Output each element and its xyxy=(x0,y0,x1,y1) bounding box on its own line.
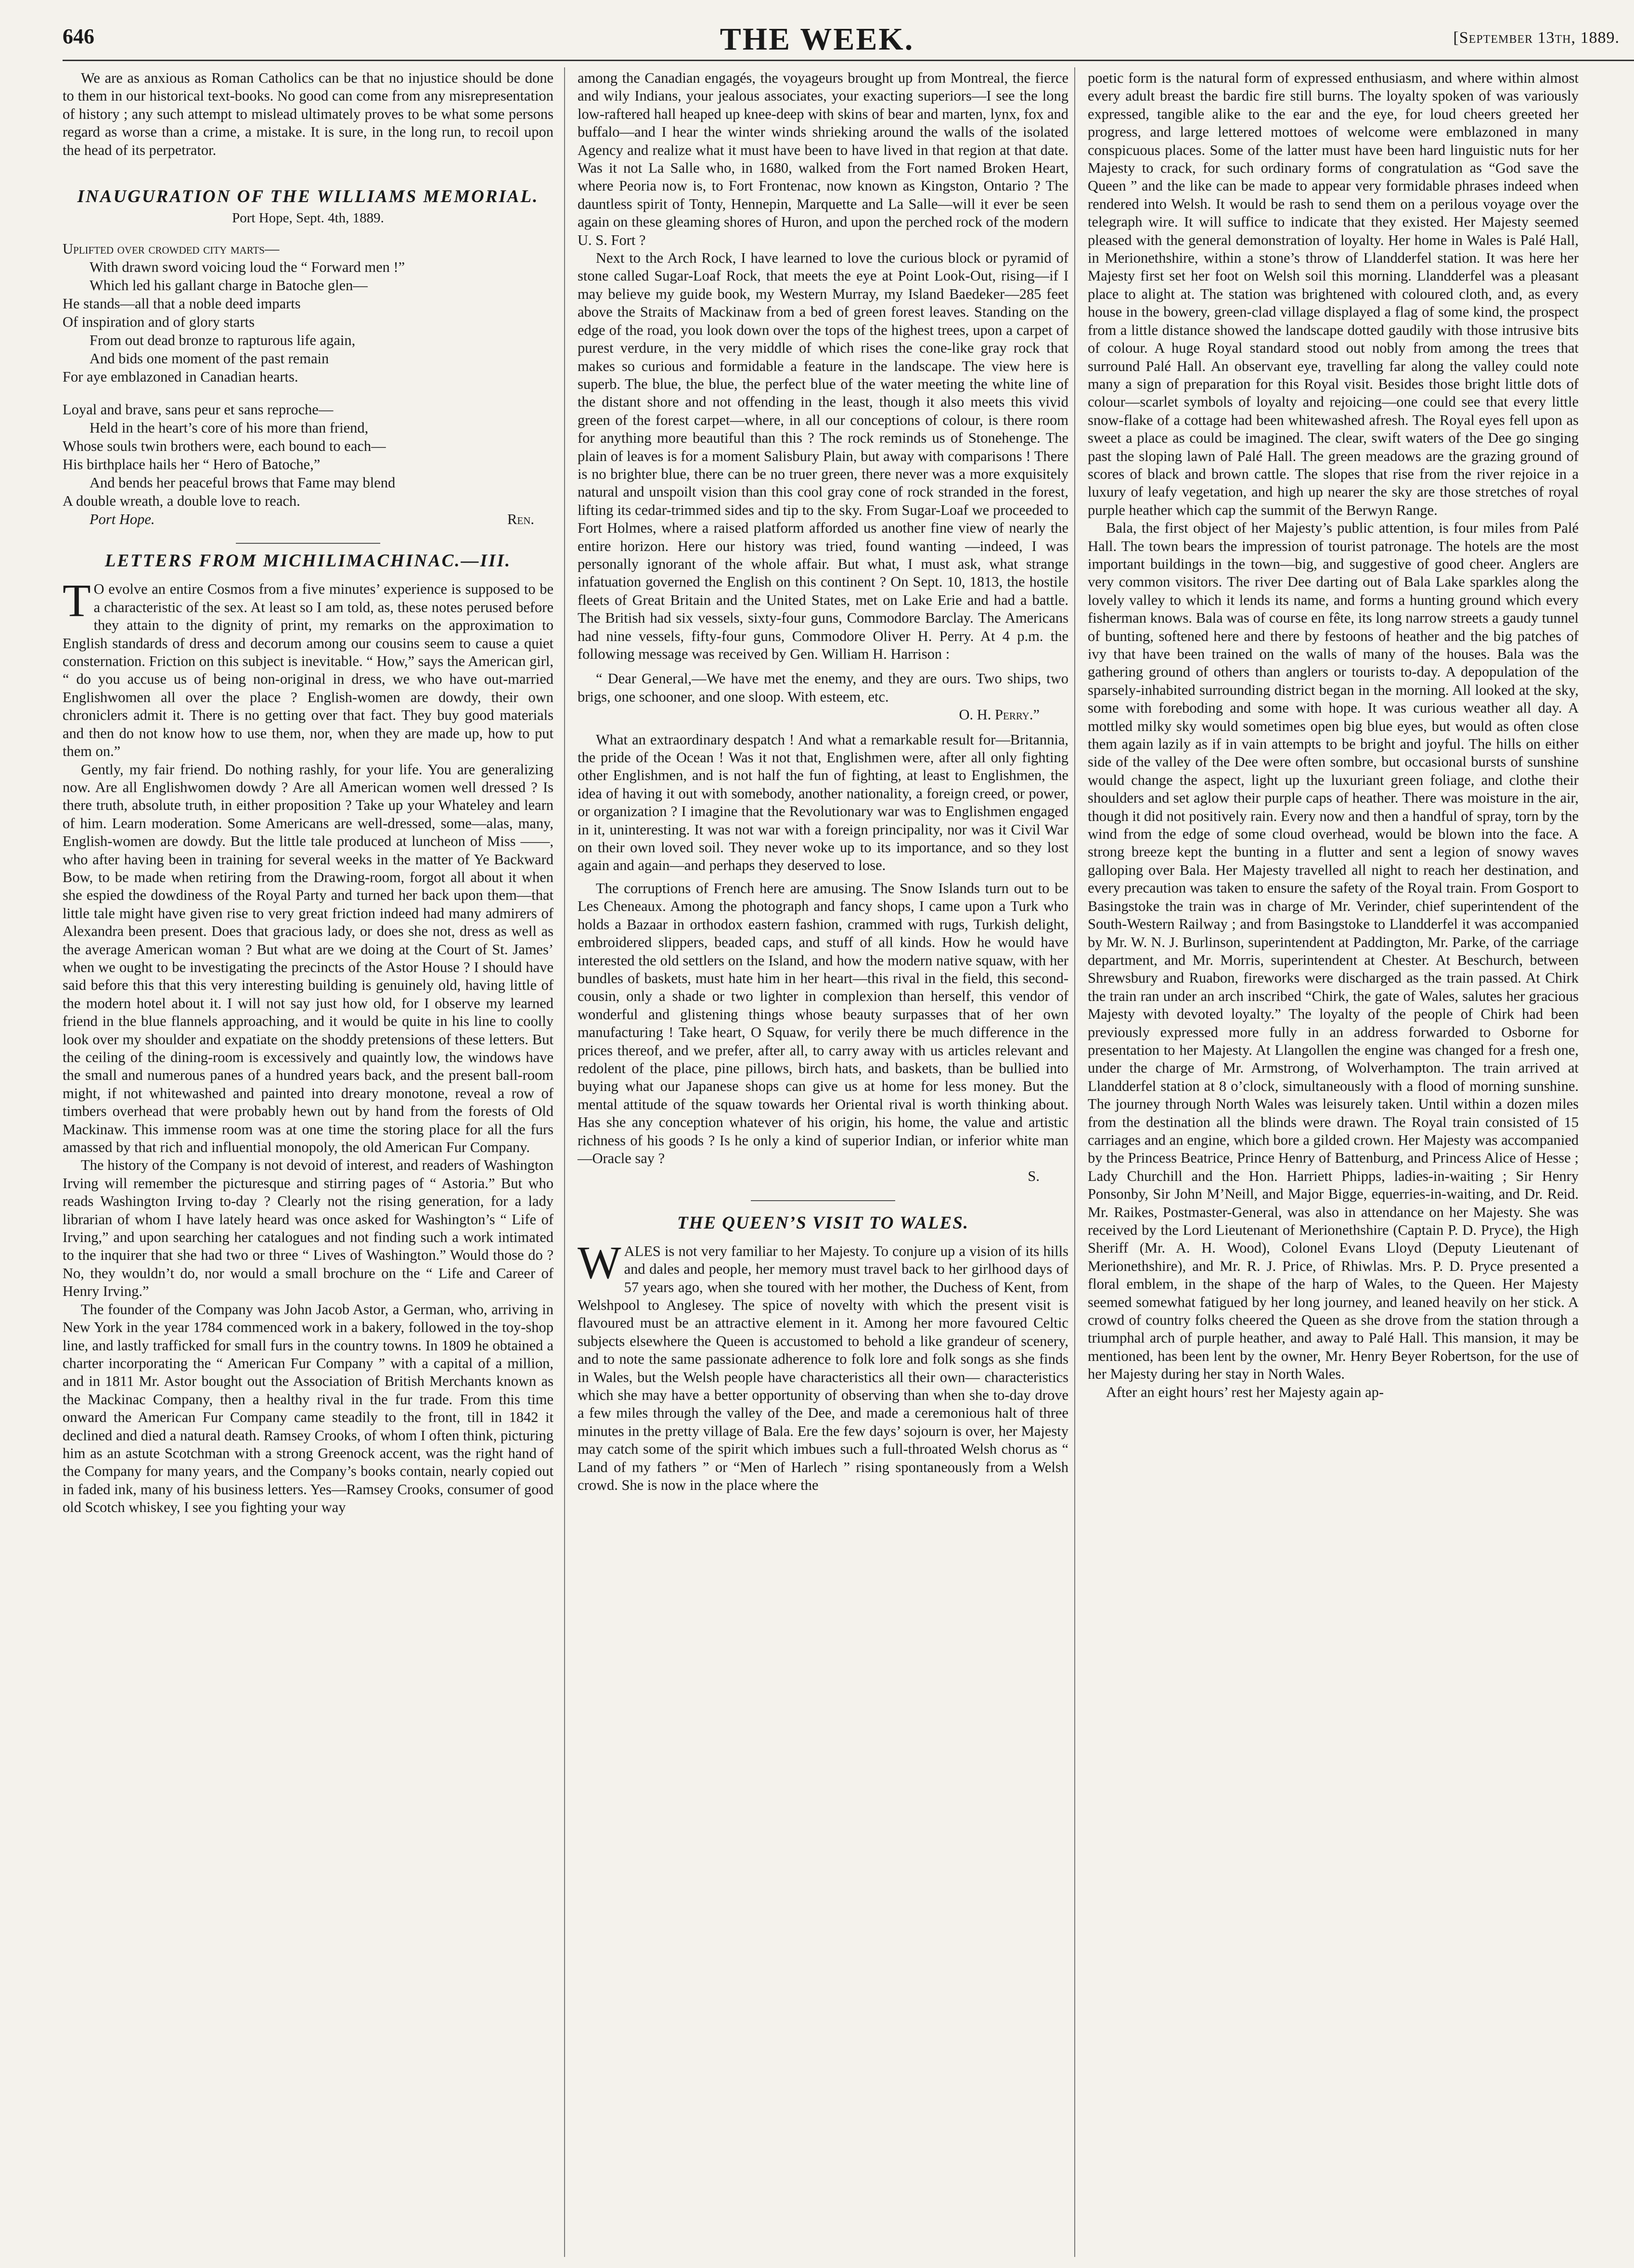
drop-cap: W xyxy=(578,1236,621,1288)
letter-text: “ Dear General,—We have met the enemy, and they are ours. Two ships, two brigs, one schooner, and one sloop. With esteem, etc. xyxy=(578,670,1068,705)
poem-line: Whose souls twin brothers were, each bound to each— xyxy=(63,438,386,455)
header-rule xyxy=(63,60,1634,61)
article-title: LETTERS FROM MICHILIMACHINAC.—III. xyxy=(104,551,512,571)
page-header xyxy=(0,21,1634,60)
poem-title: INAUGURATION OF THE WILLIAMS MEMORIAL. xyxy=(77,187,539,207)
column-3 xyxy=(1088,63,1579,1401)
poem-line: Which led his gallant charge in Batoche glen— xyxy=(90,277,368,294)
poem-line: With drawn sword voicing loud the “ Forward men !” xyxy=(90,259,405,276)
masthead-title: THE WEEK. xyxy=(720,22,914,57)
poem-signature xyxy=(63,510,553,528)
issue-date: [September 13th, 1889. xyxy=(1453,29,1620,47)
article-signature: S. xyxy=(1028,1168,1040,1185)
poem-dateline: Port Hope, Sept. 4th, 1889. xyxy=(232,210,384,226)
article-paragraph: What an extraordinary despatch ! And what a remarkable result for—Britannia, the pride of the Ocean ! Was it not that, Englishmen were, after all only fighting other Englishmen, and is not half the fun of fighting, at least to Englishmen, the idea of having it out with somebody, another nationality, a foreign creed, or power, or organization ? I imagine that the Revolutionary war was to Englishmen engaged in it, uninteresting. It was not war with a foreign principality, nor was it Civil War on their own loved soil. They never woke up to its importance, and so they lost again and again—and perhaps they deserved to lose. xyxy=(578,731,1068,874)
poem-line: His birthplace hails her “ Hero of Batoche,” xyxy=(63,456,321,473)
poem-line: From out dead bronze to rapturous life again, xyxy=(90,332,356,349)
article-paragraph: Gently, my fair friend. Do nothing rashly, for your life. You are generalizing now. Are all Englishwomen dowdy ? Are all American women well dressed ? Is there truth, absolute truth, in either proposition ? Take up your Whateley and learn of him. Learn moderation. Some Americans are well-dressed, some—alas, many, English-women are dowdy. But the little tale produced at luncheon of Miss ——, who after having been in training for several weeks in the matter of Ye Backward Bow, to be made when retiring from the Drawing-room, forgot all about it when she espied the dowdiness of the Royal Party and turned her back upon them—that little tale might have given rise to very great friction indeed had many admirers of Alexandra been present. Does that gracious lady, or does she not, dress as well as the average American woman ? But what are we doing at the Court of St. James’ when we ought to be investigating the precincts of the Astor House ? I should have said before this that this very interesting building is genuinely old, having little of the modern hotel about it. I will not say just how old, for I observe my learned friend in the blue flannels approaching, and it would be quite in his line to coolly look over my shoulder and expatiate on the shoddy pretensions of these letters. But the ceiling of the dining-room is excessively and quaintly low, the windows have the small and numerous panes of a hundred years back, and the present ball-room might, if not whitewashed and painted into dreary monotone, reveal a row of timbers overhead that were probably hewn out by hand from the forests of Old Mackinaw. This immense room was at one time the storing place for all the furs amassed by that rich and influential monopoly, the old American Fur Company. xyxy=(63,761,553,1156)
article-paragraph: The history of the Company is not devoid of interest, and readers of Washington Irving will remember the picturesque and stirring pages of “ Astoria.” But who reads Washington Irving to-day ? Clearly not the rising generation, for a lady librarian of whom I have lately heard was once asked for Washington’s “ Life of Irving,” and upon searching her catalogues and not finding such a work intimated to the inquirer that she had two or three “ Lives of Washington.” Would those do ? No, they wouldn’t do, nor would a small brochure on the “ Life and Career of Henry Irving.” xyxy=(63,1157,553,1300)
drop-cap: T xyxy=(63,575,91,627)
quoted-letter xyxy=(578,670,1068,724)
article-paragraph: T O evolve an entire Cosmos from a five minutes’ experience is supposed to be a characteristic of the sex. At least so I am told, as, these notes perused before they attain to the dignity of print, my remarks on the approximation to English standards of dress and decorum among our cousins seem to cause a quiet consternation. Friction on this subject is inevitable. “ How,” says the American girl, “ do you accuse us of being non-original in dress, we who have out-married Englishwomen all over the place ? English-women are dowdy, their own chroniclers admit it. There is no getting over that fact. They buy good materials and then do not know how to use them, nor, when they are made up, how to put them on.” xyxy=(63,575,553,760)
section-rule xyxy=(236,543,380,544)
column-divider xyxy=(1074,67,1075,2257)
poem-line: A double wreath, a double love to reach. xyxy=(63,493,300,510)
column-2 xyxy=(578,63,1068,1494)
poem-line: And bids one moment of the past remain xyxy=(90,350,329,367)
poem-place: Port Hope. xyxy=(90,511,155,528)
article-paragraph: Bala, the first object of her Majesty’s public attention, is four miles from Palé Hall. The town bears the impression of tourist patronage. The hotels are the most important buildings in the town—big, and suggestive of good cheer. Anglers are very common visitors. The river Dee darting out of Bala Lake sparkles along the lovely valley to which it lends its name, and forms a hunting ground which every fisherman knows. Bala was of course en fête, its long narrow streets a gaudy tunnel of bunting, softened here and there by festoons of heather and the big patches of ivy that have been trained on the walls of many of the houses. Bala was the gathering ground of others than anglers or tourists to-day. A depopulation of the sparsely-inhabited surrounding district began in the morning. All looked at the sky, some with foreboding and some with hope. It was curious weather all day. A mottled milky sky would sometimes open big blue eyes, but would as often close them again lazily as if in vain attempts to be bright and joyful. The hills on either side of the valley of the Dee were often sombre, but occasional bursts of sunshine would change the aspect, light up the luxuriant green foliage, and clothe their shoulders and set aglow their purple caps of heather. There was moisture in the air, though it did not positively rain. Every now and then a handful of spray, torn by the wind from the edge of some cloud overhead, would be blown into the face. A strong breeze kept the bunting in a flutter and sent a legion of snowy waves galloping over Bala. Her Majesty travelled all night to reach her destination, and every precaution was taken to ensure the safety of the Royal train. From Gosport to Basingstoke the train was in charge of Mr. Verinder, chief superintendent of the South-Western Railway ; and from Basingstoke to Llandderfel it was accompanied by Mr. W. N. J. Burlinson, superintendent at Paddington, Mr. Parke, of the carriage department, and Mr. Morris, superintendent at Chester. At Beschurch, between Shrewsbury and Ruabon, fireworks were discharged as the train passed. At Chirk the train ran under an arch inscribed “Chirk, the gate of Wales, salutes her gracious Majesty with devoted loyalty.” The loyalty of the people of Chirk had been previously expressed more fully in an address forwarded to Osborne for presentation to her Majesty. At Llangollen the engine was changed for a fresh one, under the charge of Mr. Armstrong, of Wolverhampton. The train arrived at Llandderfel station at 8 o’clock, simultaneously with a flood of morning sunshine. The journey through North Wales was leisurely taken. Until within a dozen miles from the destination all the blinds were drawn. The Royal train consisted of 15 carriages and an engine, which bore a gilded crown. Her Majesty was accompanied by the Princess Beatrice, Prince Henry of Battenburg, and Princess Alice of Hesse ; Lady Churchill and the Hon. Harriett Phipps, ladies-in-waiting ; Sir Henry Ponsonby, Sir John M’Neill, and Major Bigge, equerries-in-waiting, and Dr. Reid. Mr. Raikes, Postmaster-General, was also in attendance on her Majesty. She was received by the Lord Lieutenant of Merionethshire (Captain P. D. Pryce), the High Sheriff (Mr. A. H. Wood), Colonel Evans Lloyd (Deputy Lieutenant of Merionethshire), and Mr. R. J. Price, of Rhiwlas. Mrs. P. D. Pryce presented a floral emblem, in the shape of the harp of Wales, to the Queen. Her Majesty seemed somewhat fatigued by her long journey, and leaned heavily on her stick. A crowd of country folks cheered the Queen as she drove from the station through a triumphal arch of purple heather, and away to Palé Hall. This mansion, it may be mentioned, has been lent by the owner, Mr. Henry Beyer Robertson, for the use of her Majesty during her stay in North Wales. xyxy=(1088,520,1579,1383)
poem-line: He stands—all that a noble deed imparts xyxy=(63,295,301,312)
poem-line: Uplifted over crowded city marts— xyxy=(63,241,280,257)
article-paragraph: WALES is not very familiar to her Majesty. To conjure up a vision of its hills and dales and people, her memory must travel back to her girlhood days of 57 years ago, when she toured with her mother, the Duchess of Kent, from Welshpool to Anglesey. The spice of novelty with which the present visit is flavoured must be an attractive element in it. Among her more favoured Celtic subjects elsewhere the Queen is accustomed to behold a like grandeur of scenery, and to note the same passionate adherence to folk lore and folk songs as she finds in Wales, but the Welsh people have characteristics all their own— characteristics which she may have a better opportunity of observing than when she to-day drove a few miles through the valley of the Dee, and made a ceremonious halt of three minutes in the pretty village of Bala. Ere the few days’ sojourn is over, her Majesty may catch some of the spirit which imbues such a full-throated Welsh chorus as “ Land of my fathers ” or “Men of Harlech ” rising spontaneously from a Welsh crowd. She is now in the place where the xyxy=(578,1236,1068,1494)
article-paragraph: The corruptions of French here are amusing. The Snow Islands turn out to be Les Cheneaux. Among the photograph and fancy shops, I came upon a Turk who holds a Bazaar in orthodox eastern fashion, crammed with rugs, Turkish delight, embroidered slippers, beaded caps, and stuff of all kinds. How he would have interested the old settlers on the Island, and how the modern native squaw, with her bundles of baskets, must hate him in her heart—this rival in the field, this second-cousin, only a shade or two lighter in complexion than herself, this vendor of wonderful and glistening things whose beauty surpasses that of her own manufacturing ! Take heart, O Squaw, for verily there be much difference in the prices thereof, and we prefer, after all, to carry away with us articles relevant and redolent of the place, pine pillows, birch hats, and baskets, than be bullied into buying what our Japanese shops can give us at home for less money. But the mental attitude of the squaw towards her Oriental rival is worth thinking about. Has she any conception whatever of his origin, his home, the value and artistic richness of his goods ? Is he only a kind of superior Indian, or inferior white man—Oracle say ? xyxy=(578,880,1068,1166)
poem-author: Ren. xyxy=(507,511,534,528)
page-number: 646 xyxy=(63,25,94,48)
article-paragraph: The founder of the Company was John Jacob Astor, a German, who, arriving in New York in the year 1784 commenced work in a bakery, followed in the toy-shop line, and lastly trafficked for small furs in the country towns. In 1809 he obtained a charter incorporating the “ American Fur Company ” with a capital of a million, and in 1811 Mr. Astor bought out the Association of British Merchants known as the Mackinac Company, then a healthy rival in the fur trade. From this time onward the American Fur Company came steadily to the front, till in 1842 it declined and died a natural death. Ramsey Crooks, of whom I often think, picturing him as an astute Scotchman with a strong Greenock accent, was the right hand of the Company for many years, and the Company’s books contain, nearly copied out in faded ink, many of his business letters. Yes—Ramsey Crooks, consumer of good old Scotch whiskey, I see you fighting your way xyxy=(63,1301,553,1516)
article-paragraph: Next to the Arch Rock, I have learned to love the curious block or pyramid of stone called Sugar-Loaf Rock, that meets the eye at Point Look-Out, rising—if I may believe my guide book, my Western Murray, my Island Baedeker—285 feet above the Straits of Mackinaw from a bed of green forest leaves. Standing on the edge of the road, you look down over the tops of the highest trees, upon a carpet of purest verdure, in the very middle of which rises the cone-like gray rock that makes so curious and formidable a feature in the landscape. The view here is superb. The blue, the blue, the perfect blue of the water meeting the white line of the distant shore and not offending in the least, though it also meets this vivid green of the forest carpet—where, in all our conceptions of colour, is there room for anything more beautiful than this ? The rock reminds us of Stonehenge. The plain of leaves is for a moment Salisbury Plain, but away with comparisons ! There is no brighter blue, there can be no truer green, there never was a more exquisitely natural and unspoilt vision than this cool gray cone of rock stranded in the forest, lifting its cedar-trimmed sides and tip to the sky. From Sugar-Loaf we proceeded to Fort Holmes, where a raised platform afforded us another fine view of nearly the entire horizon. Here our history was tried, found wanting —indeed, I was personally ignorant of the whole affair. But what, I must ask, what strange infatuation governed the English on this continent ? On Sept. 10, 1813, the hostile fleets of Great Britain and the United States, met on Lake Erie and had a battle. The British had six vessels, sixty-four guns, Commodore Barclay. The Americans had nine vessels, fifty-four guns, Commodore Oliver H. Perry. At 4 p.m. the following message was received by Gen. William H. Harrison : xyxy=(578,250,1068,662)
letter-signature: O. H. Perry.” xyxy=(959,706,1040,723)
article-paragraph: poetic form is the natural form of expressed enthusiasm, and where within almost every adult breast the bardic fire still burns. The loyalty spoken of was variously expressed, tangible alike to the ear and the eye, for loud cheers greeted her progress, and large lettered mottoes of welcome were emblazoned in many conspicuous places. Some of the latter must have been hard linguistic nuts for her Majesty to crack, for such ordinary forms of congratulation as “God save the Queen ” and the like can be made to appear very formidable phrases indeed when rendered into Welsh. It would be rash to send them on a perilous voyage over the telegraph wire. It will suffice to indicate that they existed. Her Majesty seemed pleased with the general demonstration of loyalty. Her home in Wales is Palé Hall, in Merionethshire, within a stone’s throw of Llandderfel station. It was here her Majesty first set her foot on Welsh soil this morning. Llandderfel was a pleasant place to alight at. The station was brightened with coloured cloth, and, as every house in the bowery, green-clad village displayed a flag of some kind, the prospect from a little distance showed the landscape dotted gaudily with those intrusive bits of colour. A huge Royal standard stood out nobly from among the trees that surround Palé Hall. An observant eye, travelling far along the valley could note many a sign of preparation for this Royal visit. Besides those bright little dots of colour—scarlet symbols of loyalty and rejoicing—one could see that every little snow-flake of a cottage had been whitewashed afresh. The Royal eyes fell upon as sweet a place as could be imagined. The clear, swift waters of the Dee go singing past the sloping lawn of Palé Hall. The green meadows are the grazing ground of scores of black and brown cattle. The slopes that rise from the river rejoice in a luxury of leafy vegetation, and high up nearer the sky are those stretches of royal purple heather which cap the summit of the Berwyn Range. xyxy=(1088,70,1579,518)
poem-line: Held in the heart’s core of his more than friend, xyxy=(90,420,369,436)
section-rule xyxy=(751,1200,895,1201)
poem-line: Of inspiration and of glory starts xyxy=(63,314,255,331)
poem-line: And bends her peaceful brows that Fame may blend xyxy=(90,474,396,491)
column-divider xyxy=(564,67,565,2257)
article-paragraph: among the Canadian engagés, the voyageurs brought up from Montreal, the fierce and wily Indians, your jealous associates, your exacting superiors—I see the long low-raftered hall heaped up knee-deep with skins of bear and marten, lynx, fox and buffalo—and I hear the winter winds shrieking around the walls of the isolated Agency and realize what it must have been to have lived in that region at that date. Was it not La Salle who, in 1680, walked from the Fort named Broken Heart, where Peoria now is, to Fort Frontenac, now known as Kingston, Ontario ? The dauntless spirit of Tonty, Hennepin, Marquette and La Salle—will it ever be seen again on these gleaming shores of Huron, and upon the perched rock of the modern U. S. Fort ? xyxy=(578,70,1068,248)
intro-paragraph: We are as anxious as Roman Catholics can be that no injustice should be done to them in our historical text-books. No good can come from any misrepresentation of history ; any such attempt to mislead ultimately proves to be what some persons regard as worse than a crime, a mistake. It is sure, in the long run, to recoil upon the head of its perpetrator. xyxy=(63,70,553,158)
poem xyxy=(63,240,553,528)
article-paragraph: After an eight hours’ rest her Majesty again ap- xyxy=(1106,1384,1384,1400)
poem-line: Loyal and brave, sans peur et sans reproche— xyxy=(63,401,334,418)
article-title: THE QUEEN’S VISIT TO WALES. xyxy=(677,1213,969,1233)
poem-line: For aye emblazoned in Canadian hearts. xyxy=(63,369,298,385)
column-1 xyxy=(63,63,553,1517)
